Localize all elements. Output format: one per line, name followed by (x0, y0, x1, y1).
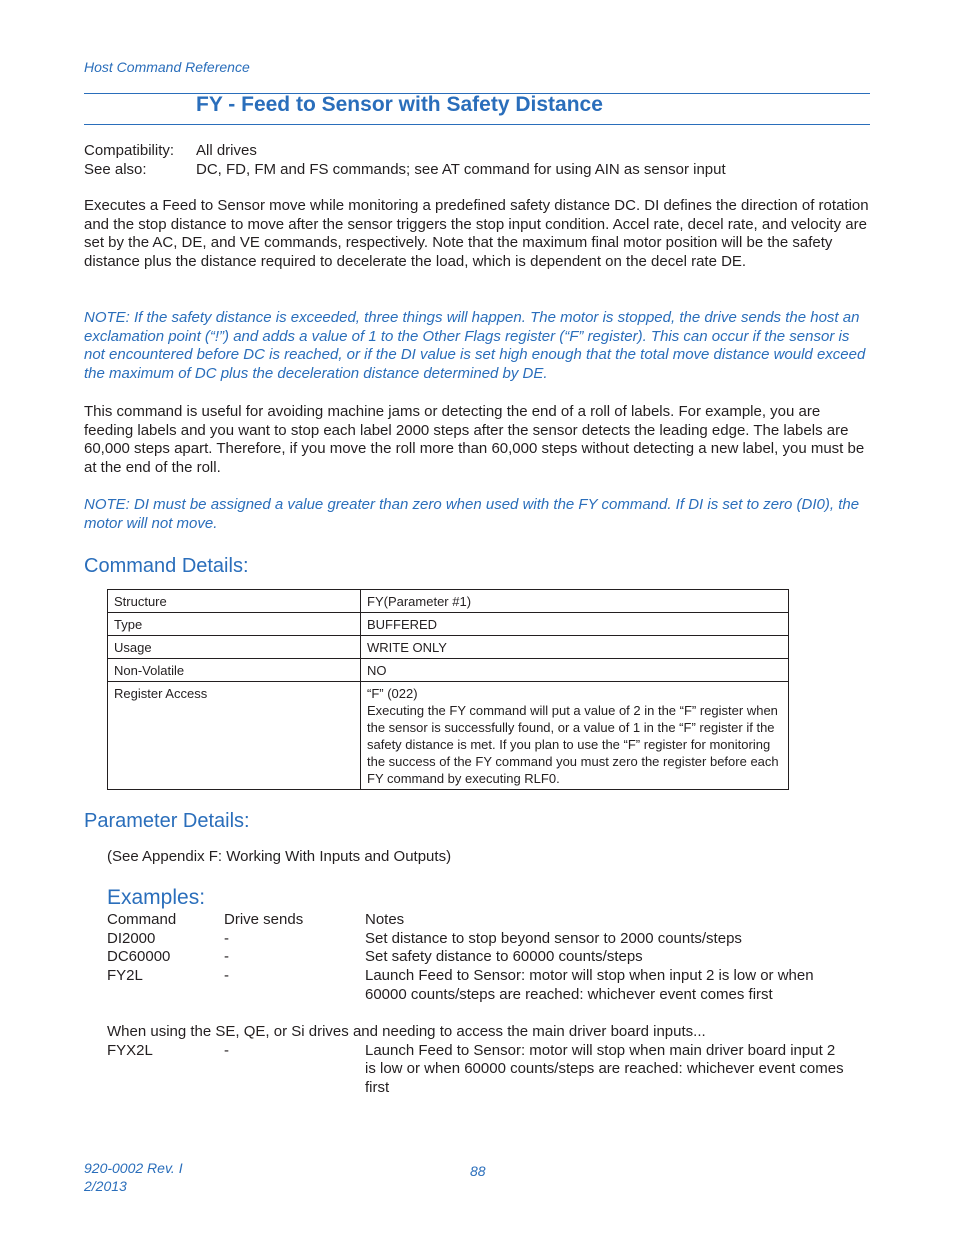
title-rule-bottom (84, 124, 870, 125)
running-header: Host Command Reference (84, 59, 250, 75)
compatibility-label: Compatibility: (84, 142, 175, 159)
register-description: Executing the FY command will put a value of 2 in the “F” register when the sensor is successfully found, or a value of 1 in the “F” register if the safety distance is met. If you plan to use the “F” register for monitoring the success of the FY command you must zero the register before each FY command by executing RLF0. (367, 703, 779, 786)
footer-doc-info (84, 1159, 183, 1195)
examples-heading: Examples: (107, 886, 206, 909)
example-drive-sends: - (224, 1041, 229, 1059)
command-details-heading: Command Details: (84, 555, 249, 577)
register-code: “F” (022) (367, 686, 418, 701)
example-command: FYX2L (107, 1041, 153, 1059)
example-drive-sends: - (224, 967, 229, 985)
table-cell-value: NO (361, 659, 789, 682)
example-notes: Launch Feed to Sensor: motor will stop when input 2 is low or when 60000 counts/steps are reached: whichever event comes first (365, 967, 814, 1003)
table-cell-key: Type (108, 613, 361, 636)
list-item (107, 967, 870, 1023)
table-cell-key: Non-Volatile (108, 659, 361, 682)
page-title: FY - Feed to Sensor with Safety Distance (196, 93, 603, 116)
table-row (108, 659, 789, 682)
di-note: NOTE: DI must be assigned a value greater than zero when used with the FY command. If DI is set to zero (DI0), the motor will not move. (84, 496, 860, 532)
command-details-table (107, 589, 789, 790)
table-cell-value: WRITE ONLY (361, 636, 789, 659)
table-row (108, 613, 789, 636)
table-cell-key: Register Access (108, 682, 361, 790)
examples-header-row (107, 911, 870, 930)
examples-subnote: When using the SE, QE, or Si drives and needing to access the main driver board inputs... (107, 1023, 706, 1041)
example-drive-sends: - (224, 929, 229, 947)
description-paragraph: Executes a Feed to Sensor move while monitoring a predefined safety distance DC. DI defines the direction of rotation and the stop distance to move after the sensor triggers the stop input condition. Accel rate, decel rate, and velocity are set by the AC, DE, and VE commands, respectively. Note that the maximum final motor position will be the safety distance plus the distance required to decelerate the load, which is dependent on the decel rate DE. (84, 197, 869, 271)
safety-note: NOTE: If the safety distance is exceeded, three things will happen. The motor is stopped, the drive sends the host an exclamation point (“!”) and adds a value of 1 to the Other Flags register (“F” register). This can occur if the sensor is not encountered before DC is reached, or if the DI value is set high enough that the total move distance would exceed the maximum of DC plus the deceleration distance determined by DE. (84, 309, 866, 383)
table-row (108, 682, 789, 790)
table-cell-key: Structure (108, 590, 361, 613)
examples-list (107, 911, 870, 1097)
example-command: DI2000 (107, 929, 156, 947)
example-command: DC60000 (107, 948, 171, 966)
usage-paragraph: This command is useful for avoiding machine jams or detecting the end of a roll of labels. For example, you are feeding labels and you want to stop each label 2000 steps after the sensor detects the leading edge. The labels are 60,000 steps apart. Therefore, if you move the roll more than 60,000 steps without detecting a new label, you must be at the end of the roll. (84, 403, 865, 477)
example-drive-sends: - (224, 948, 229, 966)
see-also-label: See also: (84, 160, 147, 178)
table-cell-value (361, 682, 789, 790)
parameter-details-text: (See Appendix F: Working With Inputs and Outputs) (107, 848, 452, 865)
table-cell-key: Usage (108, 636, 361, 659)
list-item (107, 1041, 870, 1097)
column-header-drive-sends: Drive sends (224, 911, 304, 928)
column-header-command: Command (107, 911, 177, 928)
see-also-value: DC, FD, FM and FS commands; see AT command for using AIN as sensor input (196, 160, 726, 178)
example-notes: Launch Feed to Sensor: motor will stop when main driver board input 2 is low or when 60000 counts/steps are reached: whichever event comes first (365, 1041, 844, 1097)
table-row (108, 636, 789, 659)
compatibility-block (84, 142, 726, 179)
list-item (107, 948, 870, 967)
column-header-notes: Notes (365, 911, 405, 928)
page-number: 88 (470, 1163, 486, 1179)
footer-doc-number: 920-0002 Rev. I (84, 1160, 183, 1176)
table-cell-value: BUFFERED (361, 613, 789, 636)
example-notes: Set safety distance to 60000 counts/steps (365, 948, 643, 966)
list-item (107, 930, 870, 949)
table-row (108, 590, 789, 613)
example-notes: Set distance to stop beyond sensor to 2000 counts/steps (365, 929, 742, 947)
footer-date: 2/2013 (84, 1178, 127, 1194)
example-command: FY2L (107, 967, 143, 985)
compatibility-value: All drives (196, 142, 257, 159)
parameter-details-heading: Parameter Details: (84, 810, 250, 832)
table-cell-value: FY(Parameter #1) (361, 590, 789, 613)
